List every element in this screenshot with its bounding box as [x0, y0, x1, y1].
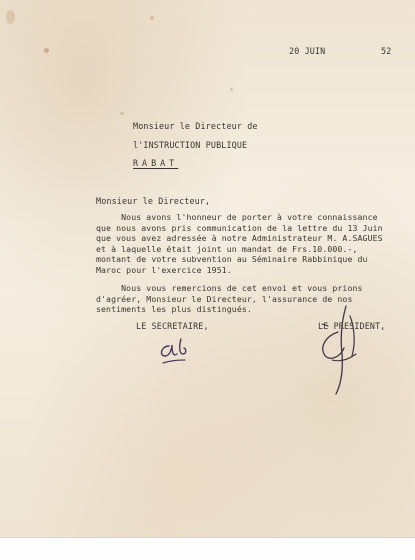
president-title: LE PRESIDENT, [318, 321, 386, 331]
paragraph-line: Nous avons l'honneur de porter à votre connaissance [96, 212, 378, 222]
paragraph-line: Nous vous remercions de cet envoi et vous prions [96, 283, 363, 293]
salutation: Monsieur le Directeur, [96, 196, 211, 206]
stain-spot [6, 10, 15, 24]
stain-spot [120, 112, 124, 115]
paragraph-line: d'agréer, Monsieur le Directeur, l'assurance de nos [96, 294, 353, 304]
scan-bottom-margin [0, 537, 415, 560]
paragraph-line: que nous avons pris communication de la lettre du 13 Juin [96, 223, 383, 233]
stain-spot [230, 88, 233, 91]
addressee-line-2: l'INSTRUCTION PUBLIQUE [133, 140, 248, 150]
secretary-title: LE SECRETAIRE, [136, 321, 209, 331]
addressee-line-1: Monsieur le Directeur de [133, 121, 258, 131]
addressee-city: RABAT [133, 158, 179, 168]
date-year: 52 [381, 46, 392, 56]
secretary-signature-icon [155, 336, 199, 370]
stain-spot [150, 16, 154, 20]
date-day-month: 20 JUIN [289, 46, 326, 56]
paragraph-line: que vous avez adressée à notre Administrateur M. A.SAGUES [96, 233, 383, 243]
paragraph-line: et à laquelle était joint un mandat de Frs.10.000.-, [96, 244, 358, 254]
stain-spot [44, 48, 49, 53]
paragraph-line: montant de votre subvention au Séminaire Rabbinique du [96, 254, 368, 264]
paragraph-line: Maroc pour l'exercice 1951. [96, 265, 232, 275]
president-signature-icon [312, 302, 364, 398]
paragraph-line: sentiments les plus distingués. [96, 304, 252, 314]
